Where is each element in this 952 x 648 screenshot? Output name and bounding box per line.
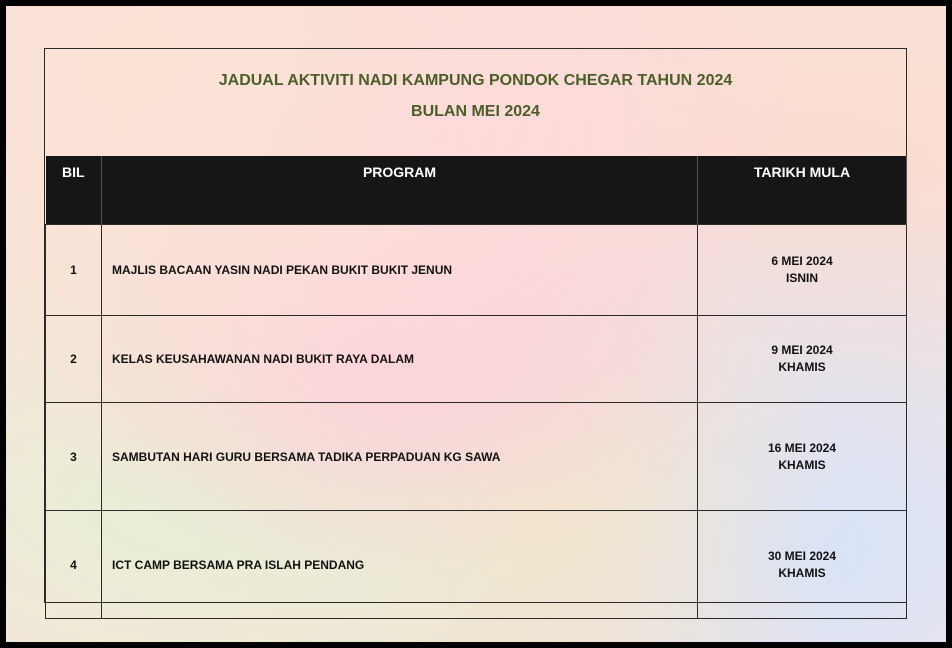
start-day: ISNIN (785, 271, 818, 285)
page-subtitle: BULAN MEI 2024 (411, 103, 540, 120)
table-row (46, 225, 907, 316)
start-date-cell (698, 225, 907, 316)
program-name: SAMBUTAN HARI GURU BERSAMA TADIKA PERPADUAN KG SAWA (102, 403, 698, 511)
start-date: 9 MEI 2024 (771, 343, 833, 357)
start-date-cell (698, 511, 907, 619)
row-number: 3 (46, 403, 102, 511)
program-name: ICT CAMP BERSAMA PRA ISLAH PENDANG (102, 511, 698, 619)
table-row (46, 316, 907, 403)
page-title: JADUAL AKTIVITI NADI KAMPUNG PONDOK CHEGAR TAHUN 2024 (218, 72, 733, 89)
row-number: 2 (46, 316, 102, 403)
column-header-program: PROGRAM (102, 156, 698, 225)
start-date: 6 MEI 2024 (771, 254, 833, 268)
start-day: KHAMIS (778, 565, 826, 580)
program-name: MAJLIS BACAAN YASIN NADI PEKAN BUKIT BUKIT JENUN (102, 225, 698, 316)
table-row (46, 403, 907, 511)
start-date: 16 MEI 2024 (767, 440, 837, 455)
schedule-document (44, 48, 907, 603)
document-header (45, 49, 906, 156)
schedule-table (45, 156, 907, 619)
start-date-cell (698, 403, 907, 511)
row-number: 1 (46, 225, 102, 316)
start-date-cell (698, 316, 907, 403)
row-number: 4 (46, 511, 102, 619)
column-header-tarikh-mula: TARIKH MULA (698, 156, 907, 225)
start-date: 30 MEI 2024 (767, 548, 837, 563)
start-day: KHAMIS (778, 457, 826, 472)
table-header-row (46, 156, 907, 225)
column-header-bil: BIL (46, 156, 102, 225)
program-name: KELAS KEUSAHAWANAN NADI BUKIT RAYA DALAM (102, 316, 698, 403)
table-row (46, 511, 907, 619)
start-day: KHAMIS (778, 360, 826, 374)
